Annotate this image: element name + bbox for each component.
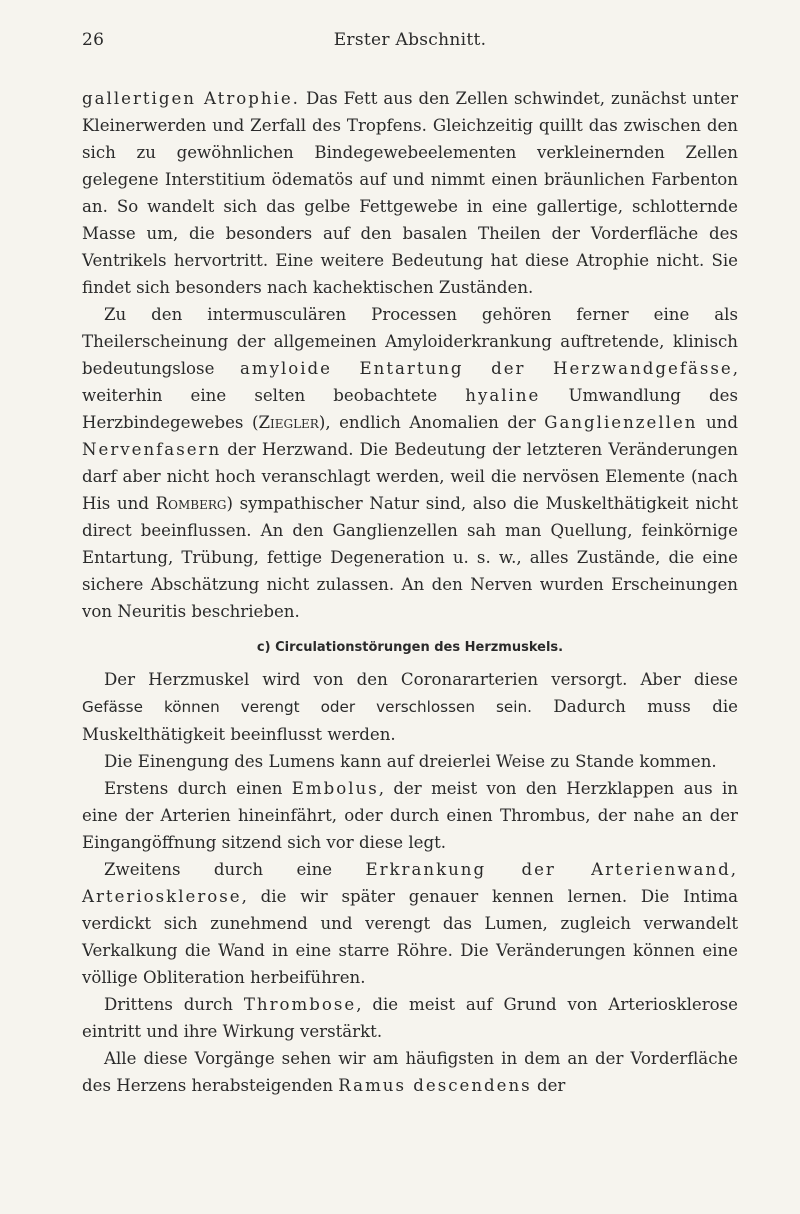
- text-run: , der meist von den Herzklappen aus in eine der Arterien hineinfährt, oder durch einen Thrombus, der nahe an der Eingangöffnung sitzend sich vor diese legt.: [82, 779, 738, 852]
- text-run: der: [531, 1076, 566, 1095]
- paragraph-2: [82, 301, 738, 625]
- text-run: und: [697, 413, 738, 432]
- spaced-term: Thrombose: [243, 995, 357, 1014]
- text-run: ), endlich Anomalien der: [318, 413, 545, 432]
- paragraph-3: [82, 666, 738, 748]
- text-run: Das Fett aus den Zellen schwindet, zunächst unter Kleinerwerden und Zerfall des Tropfens. Gleichzeitig quillt das zwischen den sich zu gewöhnlichen Bindegewebeelementen verkleinernden Zellen gelegene Interstitium ödematös auf und nimmt einen bräunlichen Farbenton an. So wandelt sich das gelbe Fettgewebe in eine gallertige, schlotternde Masse um, die besonders auf den basalen Theilen der Vorderfläche des Ventrikels hervortritt. Eine weitere Bedeutung hat diese Atrophie nicht. Sie findet sich besonders nach kachektischen Zuständen.: [82, 89, 738, 297]
- text-run: Alle diese Vorgänge sehen wir am häufigsten in dem an der Vorderfläche des Herzens herabsteigenden: [82, 1049, 738, 1095]
- text-run: , die meist auf Grund von Arteriosklerose eintritt und ihre Wirkung verstärkt.: [82, 995, 738, 1041]
- body-text: [82, 85, 738, 1099]
- section-heading: c) Circulationstörungen des Herzmuskels.: [256, 640, 564, 655]
- author-name: Romberg: [155, 494, 227, 513]
- text-run: ) sympathischer Natur sind, also die Muskelthätigkeit nicht direct beeinflussen. An den Ganglienzellen sah man Quellung, feinkörnige Entartung, Trübung, fettige Degeneration u. s. w., alles Zustände, die eine sichere Abschätzung nicht zulassen. An den Nerven wurden Erscheinungen von Neuritis beschrieben.: [82, 494, 738, 621]
- paragraph-8: [82, 1045, 738, 1099]
- paragraph-7: [82, 991, 738, 1045]
- spaced-term: Embolus: [291, 779, 379, 798]
- text-run: der Herzwand. Die Bedeutung der letzteren Veränderungen darf aber nicht hoch veranschlagt werden, weil die nervösen Elemente (nach His und: [82, 440, 738, 513]
- text-run: Zweitens durch eine: [104, 860, 366, 879]
- spaced-term: Erkrankung der Arterienwand, Arteriosklerose: [82, 860, 739, 906]
- text-run: Zu den intermusculären Processen gehören ferner eine als Theilerscheinung der allgemeinen Amyloiderkrankung auftretende, klinisch bedeutungslose: [82, 305, 738, 378]
- spaced-term: Ramus descendens: [338, 1076, 532, 1095]
- text-run: Drittens durch: [104, 995, 244, 1014]
- paragraph-6: [82, 856, 738, 991]
- text-run: Dadurch muss die Muskelthätigkeit beeinflusst werden.: [82, 697, 738, 744]
- spaced-term: gallertigen Atrophie.: [82, 89, 300, 108]
- paragraph-5: [82, 775, 738, 856]
- page-header: [82, 30, 738, 60]
- text-run: Erstens durch einen: [104, 779, 292, 798]
- text-run: Die Einengung des Lumens kann auf dreierlei Weise zu Stande kommen.: [104, 752, 717, 771]
- spaced-term: hyaline: [465, 386, 541, 405]
- paragraph-4: [82, 748, 738, 775]
- page-number: 26: [82, 30, 105, 50]
- spaced-term: Ganglienzellen: [544, 413, 698, 432]
- text-run: Umwandlung des Herzbindegewebes (: [82, 386, 739, 432]
- text-run: , die wir später genauer kennen lernen. Die Intima verdickt sich zunehmend und verengt das Lumen, zugleich verwandelt Verkalkung die Wand in eine starre Röhre. Die Veränderungen können eine völlige Obliteration herbeiführen.: [82, 887, 738, 987]
- paragraph-1: [82, 85, 738, 301]
- running-head: Erster Abschnitt.: [333, 30, 487, 50]
- text-run: Der Herzmuskel wird von den Coronararterien versorgt. Aber diese: [104, 670, 738, 689]
- book-page: [82, 30, 738, 1099]
- text-run: , weiterhin eine selten beobachtete: [82, 359, 738, 405]
- spaced-term: amyloide Entartung der Herzwandgefässe: [239, 359, 733, 378]
- spaced-term: Nervenfasern: [82, 440, 222, 459]
- emphasized-sans: Gefässe können verengt oder verschlossen sein.: [82, 698, 532, 716]
- author-name: Ziegler: [258, 413, 319, 432]
